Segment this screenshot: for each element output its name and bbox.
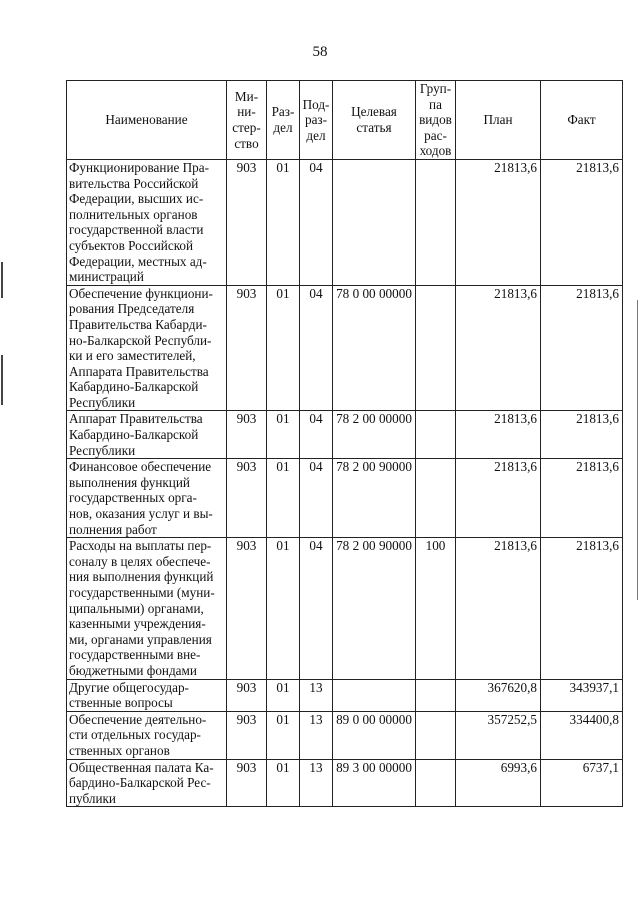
row-ministry-cell: 903 (227, 679, 267, 711)
row-ministry-cell: 903 (227, 411, 267, 459)
row-article-cell: 89 3 00 00000 (333, 759, 416, 807)
row-ministry-cell: 903 (227, 285, 267, 411)
row-expense-group-cell (416, 411, 456, 459)
row-subsection-cell: 04 (300, 159, 333, 285)
row-article-cell (333, 159, 416, 285)
row-subsection-cell: 13 (300, 679, 333, 711)
row-plan-cell: 357252,5 (456, 711, 541, 759)
header-fact: Факт (541, 81, 623, 160)
row-plan-cell: 21813,6 (456, 459, 541, 538)
row-section-cell: 01 (267, 711, 300, 759)
row-article-cell: 78 2 00 90000 (333, 459, 416, 538)
row-fact-cell: 334400,8 (541, 711, 623, 759)
row-fact-cell: 21813,6 (541, 411, 623, 459)
header-article (333, 81, 416, 160)
header-ministry (227, 81, 267, 160)
row-expense-group-cell: 100 (416, 538, 456, 679)
row-section-cell: 01 (267, 285, 300, 411)
table-row (67, 285, 623, 411)
header-article-text: Целевая статья (351, 104, 397, 135)
row-ministry-cell: 903 (227, 711, 267, 759)
row-plan-cell: 21813,6 (456, 411, 541, 459)
row-ministry-cell: 903 (227, 538, 267, 679)
row-article-cell: 89 0 00 00000 (333, 711, 416, 759)
row-name-cell: Аппарат Правительства Кабардино-Балкарской Республики (67, 411, 227, 459)
row-section-cell: 01 (267, 759, 300, 807)
table-row (67, 679, 623, 711)
row-name-cell: Другие общегосудар- ственные вопросы (67, 679, 227, 711)
row-subsection-cell: 13 (300, 711, 333, 759)
row-section-cell: 01 (267, 679, 300, 711)
header-plan: План (456, 81, 541, 160)
row-name-cell: Обеспечение функциони- рования Председателя Правительства Кабарди- но-Балкарской Республи- ки и его заместителей, Аппарата Правительства Кабардино-Балкарской Республики (67, 285, 227, 411)
row-plan-cell: 21813,6 (456, 159, 541, 285)
row-name-cell: Расходы на выплаты пер- соналу в целях обеспече- ния выполнения функций государственными (муни- ципальными) органами, казенными учреждения- ми, органами управления государственными вне- бюджетными фондами (67, 538, 227, 679)
header-subsection (300, 81, 333, 160)
page-number: 58 (312, 44, 328, 60)
row-expense-group-cell (416, 711, 456, 759)
left-margin-mark (1, 355, 3, 405)
row-subsection-cell: 13 (300, 759, 333, 807)
row-section-cell: 01 (267, 159, 300, 285)
row-fact-cell: 6737,1 (541, 759, 623, 807)
row-article-cell: 78 2 00 90000 (333, 538, 416, 679)
row-fact-cell: 21813,6 (541, 538, 623, 679)
row-expense-group-cell (416, 759, 456, 807)
row-ministry-cell: 903 (227, 459, 267, 538)
row-ministry-cell: 903 (227, 159, 267, 285)
row-plan-cell: 21813,6 (456, 538, 541, 679)
header-section (267, 81, 300, 160)
header-section-text: Раз- дел (271, 104, 295, 135)
row-subsection-cell: 04 (300, 411, 333, 459)
row-fact-cell: 343937,1 (541, 679, 623, 711)
budget-table (66, 80, 623, 807)
row-expense-group-cell (416, 285, 456, 411)
table-row (67, 711, 623, 759)
right-margin-mark (637, 300, 638, 600)
row-subsection-cell: 04 (300, 538, 333, 679)
left-margin-mark (1, 262, 3, 298)
table-header-row (67, 81, 623, 160)
row-article-cell: 78 0 00 00000 (333, 285, 416, 411)
row-expense-group-cell (416, 159, 456, 285)
header-expense-group-text: Груп- па видов рас- ходов (419, 81, 452, 159)
row-section-cell: 01 (267, 459, 300, 538)
row-ministry-cell: 903 (227, 759, 267, 807)
row-name-cell: Обеспечение деятельно- сти отдельных государ- ственных органов (67, 711, 227, 759)
header-expense-group (416, 81, 456, 160)
row-article-cell (333, 679, 416, 711)
row-article-cell: 78 2 00 00000 (333, 411, 416, 459)
row-subsection-cell: 04 (300, 285, 333, 411)
table-row (67, 459, 623, 538)
table-row (67, 159, 623, 285)
row-fact-cell: 21813,6 (541, 459, 623, 538)
table-row (67, 538, 623, 679)
row-name-cell: Функционирование Пра- вительства Российской Федерации, высших ис- полнительных органов государственной власти субъектов Российской Федерации, местных ад- министраций (67, 159, 227, 285)
header-ministry-text: Ми- ни- стер- ство (232, 88, 261, 151)
row-expense-group-cell (416, 679, 456, 711)
header-subsection-text: Под- раз- дел (302, 96, 330, 143)
table-row (67, 759, 623, 807)
row-plan-cell: 21813,6 (456, 285, 541, 411)
row-plan-cell: 6993,6 (456, 759, 541, 807)
row-name-cell: Общественная палата Ка- бардино-Балкарской Рес- публики (67, 759, 227, 807)
row-subsection-cell: 04 (300, 459, 333, 538)
row-section-cell: 01 (267, 411, 300, 459)
row-expense-group-cell (416, 459, 456, 538)
header-name: Наименование (67, 81, 227, 160)
row-name-cell: Финансовое обеспечение выполнения функций государственных орга- нов, оказания услуг и вы- полнения работ (67, 459, 227, 538)
row-fact-cell: 21813,6 (541, 159, 623, 285)
table-row (67, 411, 623, 459)
row-section-cell: 01 (267, 538, 300, 679)
row-plan-cell: 367620,8 (456, 679, 541, 711)
row-fact-cell: 21813,6 (541, 285, 623, 411)
